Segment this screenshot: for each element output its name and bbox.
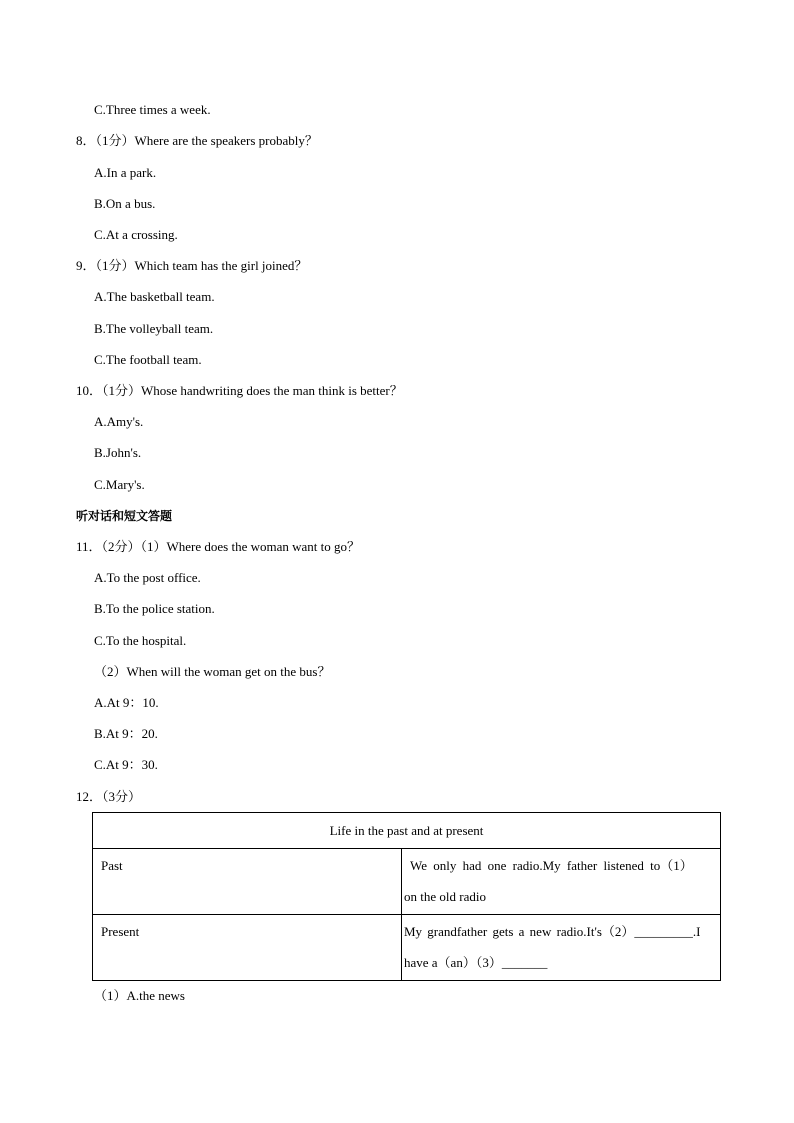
q11-2-option-a: A.At 9：10.: [94, 695, 159, 710]
q10-option-b: B.John's.: [94, 445, 142, 460]
q11-stem: 11．（2分）（1）Where does the woman want to go？: [76, 539, 361, 554]
table-row: [93, 915, 721, 981]
life-table: [92, 812, 721, 981]
q11-1-option-a: A.To the post office.: [94, 570, 201, 585]
q11-sub2-stem: （2）When will the woman get on the bus？: [94, 664, 331, 679]
q8-stem: 8．（1分）Where are the speakers probably？: [76, 133, 318, 148]
table-title: Life in the past and at present: [93, 813, 721, 849]
row-label-past: Past: [93, 849, 402, 915]
q11-1-option-c: C.To the hospital.: [94, 633, 187, 648]
row-text-present-line2: have a（an）（3）_______: [404, 955, 548, 970]
row-text-present: [402, 915, 721, 981]
q10-option-a: A.Amy's.: [94, 414, 144, 429]
q11-2-option-c: C.At 9：30.: [94, 757, 158, 772]
q10-stem: 10．（1分）Whose handwriting does the man think is better？: [76, 383, 403, 398]
row-text-present-line1: My grandfather gets a new radio.It's（2）_________.I: [404, 924, 701, 939]
q9-option-a: A.The basketball team.: [94, 289, 215, 304]
q7-option-c: C.Three times a week.: [94, 102, 211, 117]
q8-option-a: A.In a park.: [94, 165, 157, 180]
q8-option-c: C.At a crossing.: [94, 227, 178, 242]
q10-option-c: C.Mary's.: [94, 477, 145, 492]
q9-stem: 9．（1分）Which team has the girl joined？: [76, 258, 308, 273]
q11-2-option-b: B.At 9：20.: [94, 726, 158, 741]
row-text-past-line1: We only had one radio.My father listened to（1）: [404, 858, 693, 873]
q12-stem: 12．（3分）: [76, 789, 142, 804]
q9-option-c: C.The football team.: [94, 352, 202, 367]
table-title-row: [93, 813, 721, 849]
row-text-past-line2: on the old radio: [404, 889, 486, 904]
section-title: 听对话和短文答题: [76, 509, 173, 523]
q11-1-option-b: B.To the police station.: [94, 601, 215, 616]
q9-option-b: B.The volleyball team.: [94, 321, 214, 336]
row-text-past: [402, 849, 721, 915]
q12-answer-1: （1）A.the news: [94, 988, 185, 1003]
table-row: [93, 849, 721, 915]
row-label-present: Present: [93, 915, 402, 981]
q8-option-b: B.On a bus.: [94, 196, 156, 211]
